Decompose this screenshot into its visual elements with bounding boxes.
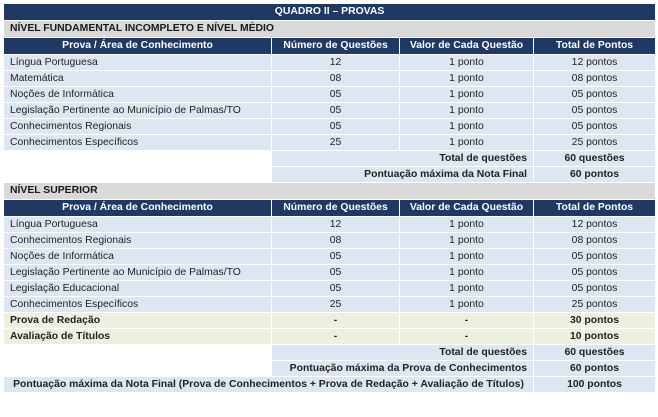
table-row [4, 281, 656, 297]
total-row [4, 345, 656, 361]
row-total: 05 pontos [534, 249, 656, 265]
row-name: Conhecimentos Específicos [4, 297, 272, 313]
total-value: 100 pontos [534, 377, 656, 393]
total-row [4, 361, 656, 377]
total-label: Total de questões [272, 151, 534, 167]
table-row [4, 71, 656, 87]
row-total: 05 pontos [534, 265, 656, 281]
table-row [4, 265, 656, 281]
table-row [4, 217, 656, 233]
total-label: Pontuação máxima da Nota Final [272, 167, 534, 183]
provas-table-container [3, 3, 655, 393]
column-header-questoes: Número de Questões [272, 200, 400, 217]
total-row [4, 167, 656, 183]
blank-cell [4, 361, 272, 377]
row-total: 25 pontos [534, 297, 656, 313]
column-header-row [4, 200, 656, 217]
row-total: 10 pontos [534, 329, 656, 345]
row-questions: - [272, 329, 400, 345]
blank-cell [4, 345, 272, 361]
section-heading: NÍVEL SUPERIOR [4, 183, 656, 200]
table-row [4, 55, 656, 71]
row-questions: 12 [272, 217, 400, 233]
row-total: 12 pontos [534, 55, 656, 71]
column-header-valor: Valor de Cada Questão [400, 38, 534, 55]
total-label: Total de questões [272, 345, 534, 361]
row-value: 1 ponto [400, 71, 534, 87]
column-header-questoes: Número de Questões [272, 38, 400, 55]
total-value: 60 questões [534, 151, 656, 167]
total-label: Pontuação máxima da Nota Final (Prova de Conhecimentos + Prova de Redação + Avaliação de Títulos) [4, 377, 534, 393]
row-questions: 05 [272, 281, 400, 297]
row-total: 05 pontos [534, 281, 656, 297]
blank-cell [4, 167, 272, 183]
row-total: 05 pontos [534, 119, 656, 135]
row-name: Conhecimentos Regionais [4, 119, 272, 135]
row-questions: 08 [272, 233, 400, 249]
table-row [4, 297, 656, 313]
row-questions: - [272, 313, 400, 329]
column-header-total: Total de Pontos [534, 38, 656, 55]
total-value: 60 pontos [534, 361, 656, 377]
row-value: - [400, 313, 534, 329]
row-name: Legislação Educacional [4, 281, 272, 297]
provas-table [3, 3, 656, 393]
table-row [4, 87, 656, 103]
row-questions: 05 [272, 119, 400, 135]
column-header-valor: Valor de Cada Questão [400, 200, 534, 217]
row-name: Conhecimentos Específicos [4, 135, 272, 151]
column-header-total: Total de Pontos [534, 200, 656, 217]
column-header-prova: Prova / Área de Conhecimento [4, 38, 272, 55]
section-heading: NÍVEL FUNDAMENTAL INCOMPLETO E NÍVEL MÉDIO [4, 21, 656, 38]
row-questions: 12 [272, 55, 400, 71]
special-row [4, 329, 656, 345]
row-value: 1 ponto [400, 217, 534, 233]
row-name: Legislação Pertinente ao Município de Palmas/TO [4, 103, 272, 119]
row-name: Legislação Pertinente ao Município de Palmas/TO [4, 265, 272, 281]
special-row [4, 313, 656, 329]
row-value: 1 ponto [400, 249, 534, 265]
row-total: 05 pontos [534, 103, 656, 119]
row-questions: 05 [272, 87, 400, 103]
table-row [4, 135, 656, 151]
row-total: 25 pontos [534, 135, 656, 151]
row-value: 1 ponto [400, 135, 534, 151]
row-questions: 05 [272, 249, 400, 265]
row-value: 1 ponto [400, 297, 534, 313]
row-questions: 05 [272, 103, 400, 119]
row-name: Matemática [4, 71, 272, 87]
row-value: 1 ponto [400, 55, 534, 71]
table-row [4, 103, 656, 119]
row-value: 1 ponto [400, 103, 534, 119]
table-row [4, 119, 656, 135]
total-row [4, 151, 656, 167]
row-questions: 25 [272, 135, 400, 151]
row-questions: 25 [272, 297, 400, 313]
table-title-row [4, 4, 656, 21]
row-total: 08 pontos [534, 233, 656, 249]
total-row [4, 377, 656, 393]
row-value: 1 ponto [400, 119, 534, 135]
row-value: - [400, 329, 534, 345]
row-value: 1 ponto [400, 265, 534, 281]
blank-cell [4, 151, 272, 167]
column-header-prova: Prova / Área de Conhecimento [4, 200, 272, 217]
row-total: 12 pontos [534, 217, 656, 233]
row-questions: 05 [272, 265, 400, 281]
row-name: Avaliação de Títulos [4, 329, 272, 345]
row-total: 30 pontos [534, 313, 656, 329]
row-value: 1 ponto [400, 281, 534, 297]
row-value: 1 ponto [400, 233, 534, 249]
total-value: 60 questões [534, 345, 656, 361]
row-name: Língua Portuguesa [4, 55, 272, 71]
row-questions: 08 [272, 71, 400, 87]
total-value: 60 pontos [534, 167, 656, 183]
row-total: 08 pontos [534, 71, 656, 87]
row-name: Língua Portuguesa [4, 217, 272, 233]
section-heading-row [4, 183, 656, 200]
row-value: 1 ponto [400, 87, 534, 103]
row-total: 05 pontos [534, 87, 656, 103]
table-row [4, 233, 656, 249]
table-title: QUADRO II – PROVAS [4, 4, 656, 21]
row-name: Conhecimentos Regionais [4, 233, 272, 249]
column-header-row [4, 38, 656, 55]
row-name: Prova de Redação [4, 313, 272, 329]
total-label: Pontuação máxima da Prova de Conhecimentos [272, 361, 534, 377]
row-name: Noções de Informática [4, 87, 272, 103]
section-heading-row [4, 21, 656, 38]
row-name: Noções de Informática [4, 249, 272, 265]
table-row [4, 249, 656, 265]
